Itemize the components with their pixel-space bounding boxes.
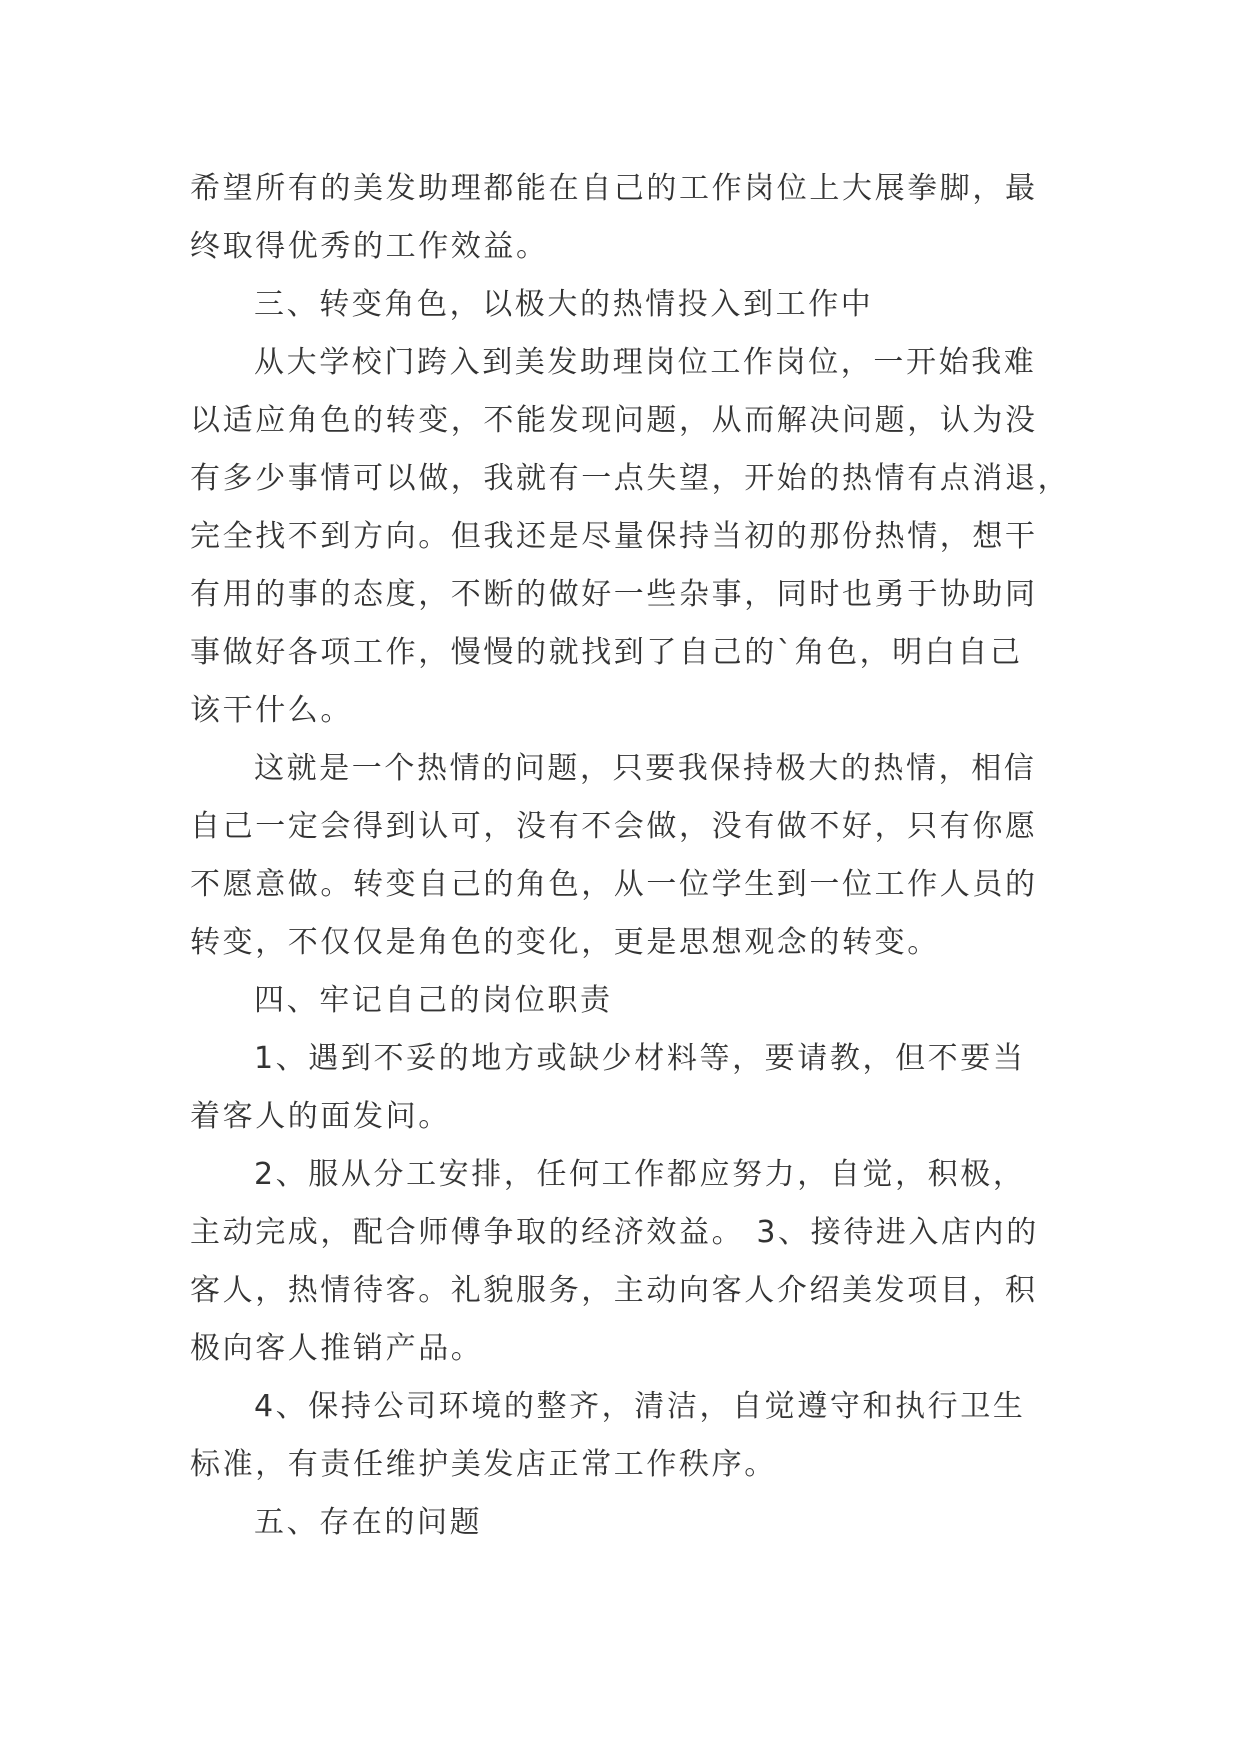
list-item-4: 4、保持公司环境的整齐，清洁，自觉遵守和执行卫生 — [254, 1389, 1026, 1424]
paragraph-line: 自己一定会得到认可，没有不会做，没有做不好，只有你愿 — [190, 809, 1038, 844]
section-heading-3: 三、转变角色，以极大的热情投入到工作中 — [254, 287, 874, 322]
paragraph-line: 有用的事的态度，不断的做好一些杂事，同时也勇于协助同 — [190, 577, 1038, 612]
paragraph-line: 从大学校门跨入到美发助理岗位工作岗位，一开始我难 — [254, 345, 1037, 380]
document-body — [190, 160, 1071, 1552]
paragraph-line: 标准，有责任维护美发店正常工作秩序。 — [190, 1447, 777, 1482]
paragraph-line: 事做好各项工作，慢慢的就找到了自己的`角色，明白自己 — [190, 635, 1023, 670]
paragraph-line: 不愿意做。转变自己的角色，从一位学生到一位工作人员的 — [190, 867, 1038, 902]
list-item-2: 2、服从分工安排，任何工作都应努力，自觉，积极， — [254, 1157, 1026, 1192]
paragraph-line: 客人，热情待客。礼貌服务，主动向客人介绍美发项目，积 — [190, 1273, 1038, 1308]
section-heading-4: 四、牢记自己的岗位职责 — [254, 983, 613, 1018]
paragraph-line: 极向客人推销产品。 — [190, 1331, 484, 1366]
paragraph-line: 完全找不到方向。但我还是尽量保持当初的那份热情，想干 — [190, 519, 1038, 554]
paragraph-line: 有多少事情可以做，我就有一点失望，开始的热情有点消退， — [190, 461, 1071, 496]
paragraph-line: 该干什么。 — [190, 693, 353, 728]
list-item-1: 1、遇到不妥的地方或缺少材料等，要请教，但不要当 — [254, 1041, 1026, 1076]
section-heading-5: 五、存在的问题 — [254, 1505, 483, 1540]
paragraph-line: 终取得优秀的工作效益。 — [190, 229, 549, 264]
paragraph-line: 转变，不仅仅是角色的变化，更是思想观念的转变。 — [190, 925, 940, 960]
paragraph-line: 这就是一个热情的问题，只要我保持极大的热情，相信 — [254, 751, 1037, 786]
paragraph-line: 着客人的面发问。 — [190, 1099, 451, 1134]
paragraph-line: 以适应角色的转变，不能发现问题，从而解决问题，认为没 — [190, 403, 1038, 438]
paragraph-line: 主动完成，配合师傅争取的经济效益。 3、接待进入店内的 — [190, 1215, 1039, 1250]
paragraph-line: 希望所有的美发助理都能在自己的工作岗位上大展拳脚，最 — [190, 171, 1038, 206]
